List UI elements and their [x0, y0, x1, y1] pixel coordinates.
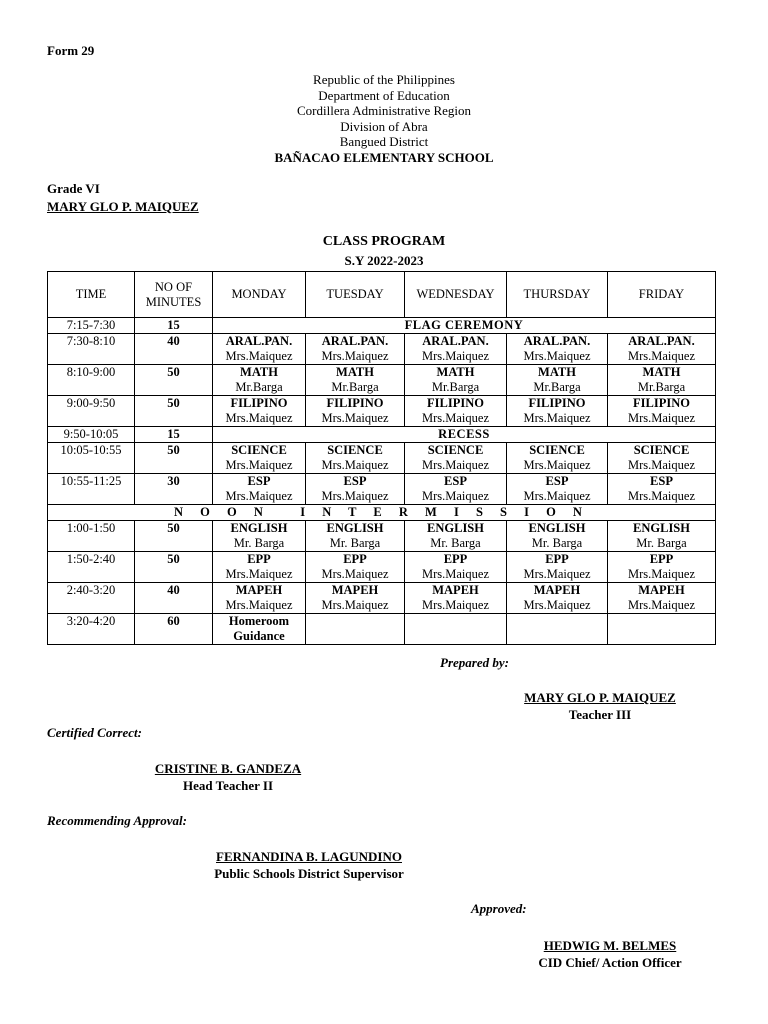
- subject-label: EPP: [247, 552, 271, 566]
- column-header: MONDAY: [213, 272, 306, 318]
- subject-cell: [608, 552, 716, 583]
- subject-teacher: Mrs.Maiquez: [225, 567, 293, 581]
- subject-cell: [608, 474, 716, 505]
- subject-teacher: Mr. Barga: [636, 536, 687, 550]
- column-header: FRIDAY: [608, 272, 716, 318]
- subject-teacher: Mrs.Maiquez: [422, 349, 489, 363]
- subject-cell: [405, 443, 507, 474]
- form-number: Form 29: [47, 43, 95, 58]
- subject-teacher: Mrs.Maiquez: [523, 489, 591, 503]
- minutes-cell: 50: [135, 365, 213, 396]
- subject-label: ESP: [545, 474, 569, 488]
- header-line: Bangued District: [339, 134, 429, 150]
- subject-label: SCIENCE: [231, 443, 287, 457]
- subject-label: EPP: [545, 552, 569, 566]
- subject-label: FILIPINO: [633, 396, 690, 410]
- minutes-cell: 50: [135, 443, 213, 474]
- subject-label: SCIENCE: [327, 443, 383, 457]
- banner-cell: RECESS: [213, 427, 716, 443]
- subject-teacher: Mrs.Maiquez: [422, 411, 489, 425]
- time-cell: 3:20-4:20: [48, 614, 135, 645]
- subject-label: ARAL.PAN.: [422, 334, 489, 348]
- subject-cell: [213, 521, 306, 552]
- subject-label: ESP: [650, 474, 673, 488]
- minutes-cell: 50: [135, 396, 213, 427]
- subject-cell: [507, 334, 608, 365]
- table-row: [48, 552, 716, 583]
- table-row: [48, 614, 716, 645]
- subject-teacher: Mrs.Maiquez: [422, 489, 489, 503]
- recommending-block: [185, 848, 433, 882]
- subject-label: MAPEH: [235, 583, 283, 597]
- subject-cell: [306, 365, 405, 396]
- recommending-title: Public Schools District Supervisor: [214, 866, 404, 881]
- subject-teacher: Mr.Barga: [637, 380, 686, 394]
- subject-cell: [507, 552, 608, 583]
- subject-label: MAPEH: [432, 583, 479, 597]
- subject-teacher: Mrs.Maiquez: [321, 349, 389, 363]
- recommending-name: FERNANDINA B. LAGUNDINO: [216, 849, 402, 864]
- subject-teacher: Mrs.Maiquez: [225, 458, 293, 472]
- table-row: [48, 318, 716, 334]
- table-row: [48, 396, 716, 427]
- subject-teacher: Mrs.Maiquez: [422, 598, 489, 612]
- subject-cell: [507, 521, 608, 552]
- subject-cell: [608, 521, 716, 552]
- subject-cell: [306, 443, 405, 474]
- subject-cell: [405, 365, 507, 396]
- subject-label: MATH: [642, 365, 681, 379]
- minutes-cell: 15: [135, 318, 213, 334]
- minutes-cell: 40: [135, 583, 213, 614]
- subject-teacher: Mr. Barga: [233, 536, 285, 550]
- subject-cell: [213, 396, 306, 427]
- subject-teacher: Mr.Barga: [235, 380, 283, 394]
- subject-cell: [306, 583, 405, 614]
- school-year: S.Y 2022-2023: [344, 253, 424, 268]
- empty-cell: [507, 614, 608, 645]
- table-header-row: [48, 272, 716, 318]
- prepared-by-block: [500, 689, 700, 723]
- subject-label: EPP: [343, 552, 367, 566]
- subject-cell: [405, 552, 507, 583]
- subject-label: MATH: [336, 365, 374, 379]
- column-header: WEDNESDAY: [405, 272, 507, 318]
- grade-level: Grade VI: [47, 181, 100, 196]
- subject-cell: [507, 474, 608, 505]
- subject-label: ARAL.PAN.: [523, 334, 591, 348]
- minutes-cell: 30: [135, 474, 213, 505]
- table-row: [48, 474, 716, 505]
- subject-teacher: Mrs.Maiquez: [225, 411, 293, 425]
- subject-label: Homeroom Guidance: [228, 614, 290, 643]
- subject-teacher: Mrs.Maiquez: [321, 489, 389, 503]
- subject-label: FILIPINO: [326, 396, 384, 410]
- class-teacher: MARY GLO P. MAIQUEZ: [47, 199, 199, 214]
- time-cell: 7:15-7:30: [48, 318, 135, 334]
- header-line: Division of Abra: [340, 118, 428, 134]
- subject-cell: [507, 365, 608, 396]
- banner-cell: FLAG CEREMONY: [213, 318, 716, 334]
- subject-teacher: Mrs.Maiquez: [628, 411, 695, 425]
- subject-cell: [213, 583, 306, 614]
- time-cell: 10:55-11:25: [48, 474, 135, 505]
- table-row: [48, 365, 716, 396]
- subject-cell: [405, 334, 507, 365]
- subject-teacher: Mr. Barga: [329, 536, 381, 550]
- subject-teacher: Mrs.Maiquez: [321, 458, 389, 472]
- subject-cell: [608, 583, 716, 614]
- subject-teacher: Mrs.Maiquez: [225, 489, 293, 503]
- subject-label: ENGLISH: [326, 521, 384, 535]
- subject-cell: [608, 334, 716, 365]
- certified-title: Head Teacher II: [182, 778, 274, 793]
- subject-cell: [507, 583, 608, 614]
- prepared-by-name: MARY GLO P. MAIQUEZ: [524, 690, 676, 705]
- approved-label: Approved:: [471, 901, 527, 916]
- subject-teacher: Mrs.Maiquez: [225, 598, 293, 612]
- subject-teacher: Mr.Barga: [533, 380, 581, 394]
- subject-teacher: Mrs.Maiquez: [225, 349, 293, 363]
- subject-teacher: Mr.Barga: [331, 380, 379, 394]
- subject-label: SCIENCE: [633, 443, 690, 457]
- table-row: [48, 443, 716, 474]
- document-header: [0, 72, 768, 166]
- subject-teacher: Mrs.Maiquez: [628, 598, 695, 612]
- subject-cell: [306, 474, 405, 505]
- recommending-label: Recommending Approval:: [47, 813, 187, 828]
- empty-cell: [405, 614, 507, 645]
- minutes-cell: 40: [135, 334, 213, 365]
- schedule-body: [48, 318, 716, 645]
- subject-cell: [405, 583, 507, 614]
- subject-teacher: Mrs.Maiquez: [523, 598, 591, 612]
- minutes-cell: 15: [135, 427, 213, 443]
- subject-label: EPP: [443, 552, 468, 566]
- column-header: TIME: [48, 272, 135, 318]
- subject-cell: [608, 365, 716, 396]
- time-cell: 9:00-9:50: [48, 396, 135, 427]
- subject-cell: [213, 474, 306, 505]
- column-header: NO OF MINUTES: [135, 272, 213, 318]
- school-name: BAÑACAO ELEMENTARY SCHOOL: [274, 149, 494, 165]
- subject-label: SCIENCE: [427, 443, 484, 457]
- noon-intermission-cell: N O O N I N T E R M I S S I O N: [48, 505, 716, 521]
- subject-teacher: Mr.Barga: [431, 380, 480, 394]
- column-header: THURSDAY: [507, 272, 608, 318]
- subject-cell: [213, 334, 306, 365]
- minutes-cell: 50: [135, 521, 213, 552]
- empty-cell: [306, 614, 405, 645]
- subject-label: ARAL.PAN.: [321, 334, 389, 348]
- time-cell: 8:10-9:00: [48, 365, 135, 396]
- header-line: Department of Education: [318, 87, 450, 103]
- subject-teacher: Mrs.Maiquez: [628, 349, 695, 363]
- empty-cell: [608, 614, 716, 645]
- approved-name: HEDWIG M. BELMES: [543, 938, 677, 953]
- header-line: Cordillera Administrative Region: [296, 103, 472, 119]
- subject-label: ENGLISH: [528, 521, 586, 535]
- subject-label: MAPEH: [533, 583, 581, 597]
- subject-label: ESP: [247, 474, 271, 488]
- subject-teacher: Mrs.Maiquez: [321, 411, 389, 425]
- subject-label: MAPEH: [638, 583, 685, 597]
- class-schedule-table: [47, 271, 716, 645]
- table-row: [48, 427, 716, 443]
- subject-cell: [507, 396, 608, 427]
- subject-label: SCIENCE: [529, 443, 585, 457]
- time-cell: 10:05-10:55: [48, 443, 135, 474]
- table-row: [48, 521, 716, 552]
- subject-label: ARAL.PAN.: [628, 334, 695, 348]
- subject-teacher: Mrs.Maiquez: [523, 411, 591, 425]
- subject-label: FILIPINO: [528, 396, 586, 410]
- minutes-cell: 50: [135, 552, 213, 583]
- subject-label: EPP: [649, 552, 674, 566]
- subject-cell: [213, 552, 306, 583]
- time-cell: 2:40-3:20: [48, 583, 135, 614]
- subject-teacher: Mrs.Maiquez: [523, 458, 591, 472]
- subject-cell: [213, 443, 306, 474]
- subject-label: ESP: [444, 474, 467, 488]
- time-cell: 1:00-1:50: [48, 521, 135, 552]
- subject-cell: [306, 552, 405, 583]
- subject-cell: [608, 396, 716, 427]
- prepared-by-title: Teacher III: [568, 707, 632, 722]
- subject-label: MAPEH: [331, 583, 379, 597]
- time-cell: 7:30-8:10: [48, 334, 135, 365]
- table-row: [48, 505, 716, 521]
- approved-title: CID Chief/ Action Officer: [538, 955, 682, 970]
- subject-teacher: Mrs.Maiquez: [628, 489, 695, 503]
- time-cell: 1:50-2:40: [48, 552, 135, 583]
- subject-teacher: Mrs.Maiquez: [321, 598, 389, 612]
- subject-cell: [405, 521, 507, 552]
- subject-label: MATH: [538, 365, 576, 379]
- subject-teacher: Mr. Barga: [430, 536, 481, 550]
- table-row: [48, 334, 716, 365]
- program-title: CLASS PROGRAM: [322, 234, 446, 249]
- subject-label: ENGLISH: [230, 521, 288, 535]
- subject-teacher: Mrs.Maiquez: [321, 567, 389, 581]
- subject-cell: [306, 334, 405, 365]
- subject-cell: [507, 443, 608, 474]
- subject-label: FILIPINO: [427, 396, 484, 410]
- subject-teacher: Mrs.Maiquez: [523, 349, 591, 363]
- subject-teacher: Mrs.Maiquez: [422, 458, 489, 472]
- subject-teacher: Mr. Barga: [531, 536, 583, 550]
- subject-cell: [405, 474, 507, 505]
- subject-cell: [405, 396, 507, 427]
- time-cell: 9:50-10:05: [48, 427, 135, 443]
- certified-label: Certified Correct:: [47, 725, 142, 740]
- subject-label: ENGLISH: [633, 521, 690, 535]
- header-line: Republic of the Philippines: [313, 72, 455, 87]
- subject-label: ARAL.PAN.: [225, 334, 293, 348]
- prepared-by-label: Prepared by:: [440, 655, 509, 670]
- subject-label: MATH: [240, 365, 278, 379]
- subject-label: MATH: [436, 365, 475, 379]
- certified-block: [128, 760, 328, 794]
- minutes-cell: 60: [135, 614, 213, 645]
- subject-teacher: Mrs.Maiquez: [628, 458, 695, 472]
- subject-teacher: Mrs.Maiquez: [523, 567, 591, 581]
- approved-block: [512, 937, 708, 971]
- table-row: [48, 583, 716, 614]
- subject-cell: [213, 365, 306, 396]
- subject-teacher: Mrs.Maiquez: [422, 567, 489, 581]
- subject-cell: [213, 614, 306, 645]
- certified-name: CRISTINE B. GANDEZA: [154, 761, 302, 776]
- column-header: TUESDAY: [306, 272, 405, 318]
- subject-label: ENGLISH: [427, 521, 484, 535]
- subject-teacher: Mrs.Maiquez: [628, 567, 695, 581]
- subject-label: ESP: [343, 474, 367, 488]
- subject-cell: [306, 396, 405, 427]
- subject-label: FILIPINO: [230, 396, 288, 410]
- subject-cell: [608, 443, 716, 474]
- subject-cell: [306, 521, 405, 552]
